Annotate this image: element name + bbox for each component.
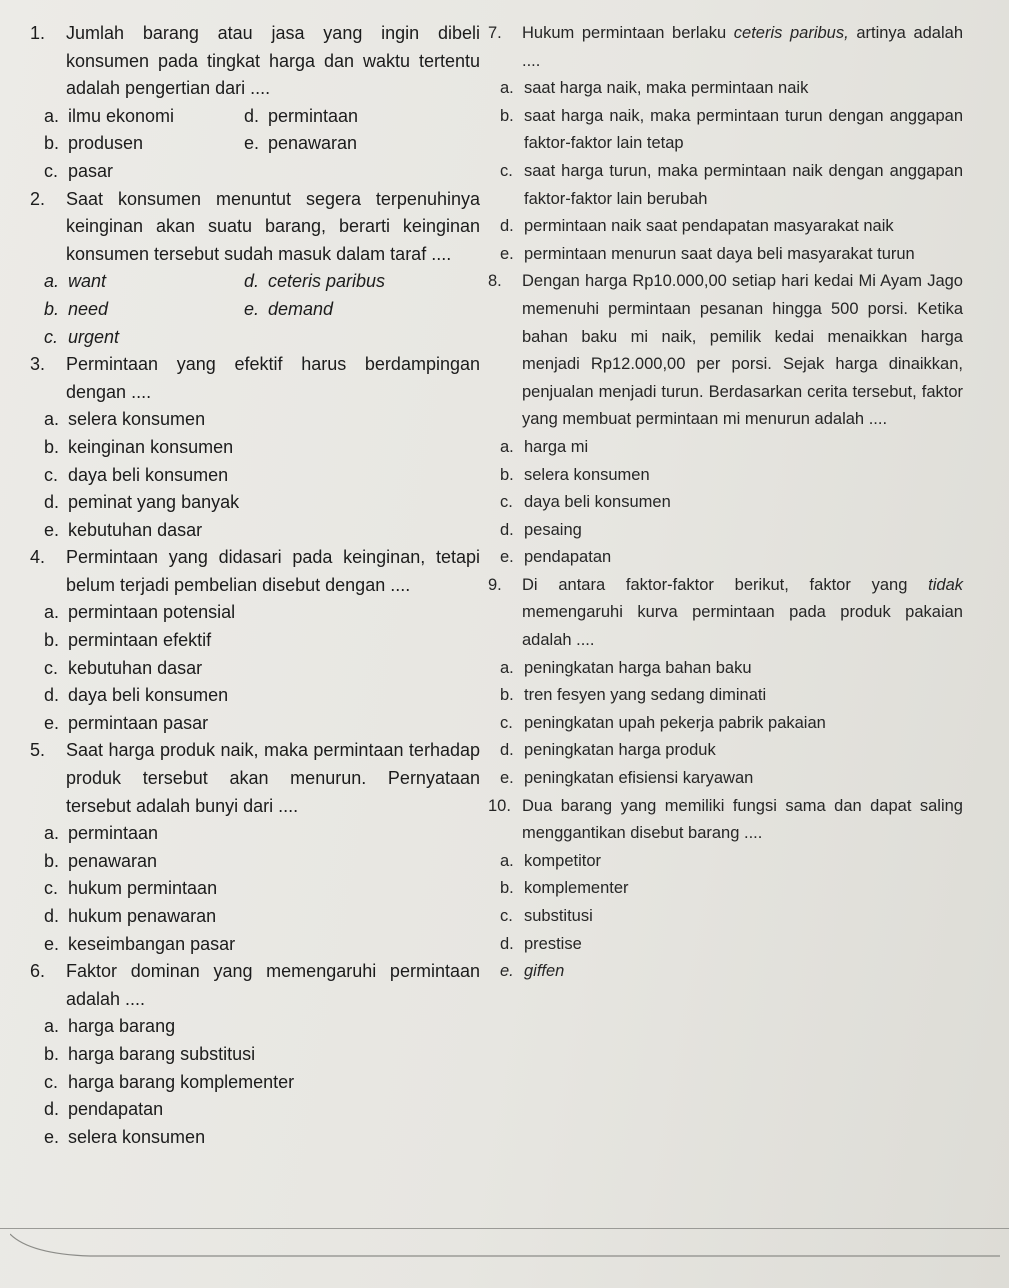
option-a: a. harga barang xyxy=(44,1016,176,1037)
question-10 xyxy=(488,793,963,986)
question-number: 2. xyxy=(30,188,46,209)
option-e: e. peningkatan efisiensi karyawan xyxy=(500,769,754,788)
option-b: b. tren fesyen yang sedang diminati xyxy=(500,686,767,705)
option-a: a. kompetitor xyxy=(500,851,602,870)
question-9 xyxy=(488,572,963,793)
option-d: d. peningkatan harga produk xyxy=(500,741,716,760)
question-2 xyxy=(30,186,480,352)
question-number: 9. xyxy=(488,575,502,594)
option-e: e. keseimbangan pasar xyxy=(44,933,236,954)
option-a: a. saat harga naik, maka permintaan naik xyxy=(500,79,809,98)
question-stem: Dua barang yang memiliki fungsi sama dan dapat saling menggantikan disebut barang .... xyxy=(522,796,963,843)
option-c: c. saat harga turun, maka permintaan naik dengan anggapan faktor-faktor lain berubah xyxy=(500,161,963,208)
question-stem: Saat konsumen menuntut segera terpenuhinya keinginan akan suatu barang, berarti keinginan konsumen tersebut sudah masuk dalam taraf .... xyxy=(66,188,480,264)
option-c: c. hukum permintaan xyxy=(44,878,218,899)
question-number: 3. xyxy=(30,354,46,375)
option-e: e. permintaan pasar xyxy=(44,712,209,733)
option-c: c. substitusi xyxy=(500,907,593,925)
page-bottom-rule xyxy=(0,1228,1009,1229)
question-3 xyxy=(30,351,480,544)
option-a: a. peningkatan harga bahan baku xyxy=(500,658,752,677)
option-e: e. penawaran xyxy=(244,133,358,154)
question-stem: Permintaan yang efektif harus berdampingan dengan .... xyxy=(66,354,480,402)
question-1 xyxy=(30,20,480,186)
option-a: a. ilmu ekonomi xyxy=(44,105,175,126)
question-stem: Faktor dominan yang memengaruhi permintaan adalah .... xyxy=(66,961,480,1009)
option-a: a. permintaan xyxy=(44,823,159,844)
left-column xyxy=(30,20,480,1151)
option-a: a. harga mi xyxy=(500,437,589,456)
option-d: d. ceteris paribus xyxy=(244,271,386,292)
option-c: c. harga barang komplementer xyxy=(44,1071,295,1092)
question-8 xyxy=(488,268,963,572)
question-number: 10. xyxy=(488,796,511,815)
question-stem: Jumlah barang atau jasa yang ingin dibeli konsumen pada tingkat harga dan waktu tertentu adalah pengertian dari .... xyxy=(66,23,480,99)
option-b: b. produsen xyxy=(44,133,144,154)
option-c: c. kebutuhan dasar xyxy=(44,657,203,678)
option-c: c. daya beli konsumen xyxy=(500,493,671,512)
right-column xyxy=(488,20,963,986)
option-c: c. pasar xyxy=(44,160,114,181)
question-number: 6. xyxy=(30,961,46,982)
option-e: e. giffen xyxy=(500,962,565,981)
option-b: b. keinginan konsumen xyxy=(44,436,234,457)
page-curl-line xyxy=(10,1232,1000,1262)
option-d: d. pendapatan xyxy=(44,1099,164,1120)
question-stem: Dengan harga Rp10.000,00 setiap hari kedai Mi Ayam Jago memenuhi permintaan pesanan hingga 500 porsi. Ketika bahan baku mi naik, pemilik kedai menaikkan harga menjadi Rp12.000,00 per porsi. Sejak harga dinaikkan, penjualan menjadi turun. Berdasarkan cerita tersebut, faktor yang membuat permintaan mi menurun adalah .... xyxy=(522,272,963,429)
option-e: e. kebutuhan dasar xyxy=(44,519,203,540)
question-4 xyxy=(30,544,480,737)
option-b: b. saat harga naik, maka permintaan turun dengan anggapan faktor-faktor lain tetap xyxy=(500,106,963,153)
question-number: 5. xyxy=(30,740,46,761)
option-e: e. demand xyxy=(244,298,334,319)
question-stem: Saat harga produk naik, maka permintaan terhadap produk tersebut akan menurun. Pernyataan tersebut adalah bunyi dari .... xyxy=(66,740,480,816)
question-6 xyxy=(30,958,480,1151)
question-7 xyxy=(488,20,963,268)
question-stem: Di antara faktor-faktor berikut, faktor yang tidak memengaruhi kurva permintaan pada produk pakaian adalah .... xyxy=(522,575,963,650)
option-b: b. permintaan efektif xyxy=(44,630,212,651)
question-number: 4. xyxy=(30,547,46,568)
option-c: c. peningkatan upah pekerja pabrik pakaian xyxy=(500,713,826,732)
option-b: b. penawaran xyxy=(44,850,158,871)
option-a: a. selera konsumen xyxy=(44,409,206,430)
option-d: d. prestise xyxy=(500,934,582,953)
question-number: 8. xyxy=(488,272,502,291)
question-stem: Permintaan yang didasari pada keinginan, tetapi belum terjadi pembelian disebut dengan .... xyxy=(66,547,480,595)
option-b: b. need xyxy=(44,298,109,319)
option-d: d. pesaing xyxy=(500,520,582,539)
question-5 xyxy=(30,737,480,958)
option-c: c. urgent xyxy=(44,326,120,347)
option-e: e. pendapatan xyxy=(500,548,612,567)
option-e: e. selera konsumen xyxy=(44,1126,206,1147)
option-c: c. daya beli konsumen xyxy=(44,464,229,485)
option-b: b. komplementer xyxy=(500,879,629,898)
option-d: d. permintaan xyxy=(244,105,359,126)
question-number: 7. xyxy=(488,24,502,42)
option-d: d. permintaan naik saat pendapatan masyarakat naik xyxy=(500,217,894,236)
question-number: 1. xyxy=(30,23,46,43)
option-a: a. want xyxy=(44,271,107,292)
option-a: a. permintaan potensial xyxy=(44,602,236,623)
option-e: e. permintaan menurun saat daya beli masyarakat turun xyxy=(500,244,915,263)
option-b: b. harga barang substitusi xyxy=(44,1043,256,1064)
option-d: d. peminat yang banyak xyxy=(44,492,240,513)
option-b: b. selera konsumen xyxy=(500,465,650,484)
question-stem: Hukum permintaan berlaku ceteris paribus, artinya adalah .... xyxy=(522,24,964,70)
option-d: d. hukum penawaran xyxy=(44,906,217,926)
option-d: d. daya beli konsumen xyxy=(44,685,229,706)
